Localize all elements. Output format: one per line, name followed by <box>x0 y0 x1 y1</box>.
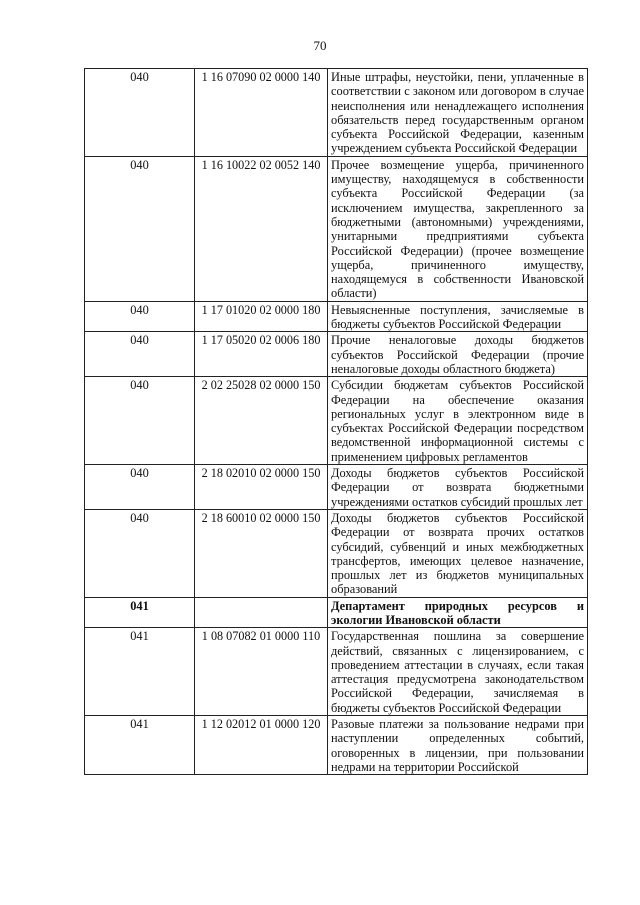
revenue-name-cell: Доходы бюджетов субъектов Российской Федерации от возврата прочих остатков субсидий, субвенций и иных межбюджетных трансфертов, имеющих целевое назначение, прошлых лет из бюджетов муниципальных образований <box>328 509 588 597</box>
table-row <box>85 301 588 332</box>
admin-code-cell: 041 <box>85 597 195 628</box>
revenue-name-cell: Доходы бюджетов субъектов Российской Федерации от возврата бюджетными учреждениями остатков субсидий прошлых лет <box>328 465 588 510</box>
budget-code-cell: 1 08 07082 01 0000 110 <box>195 628 328 716</box>
admin-code-cell: 041 <box>85 628 195 716</box>
table-row <box>85 509 588 597</box>
revenue-name-cell: Невыясненные поступления, зачисляемые в бюджеты субъектов Российской Федерации <box>328 301 588 332</box>
budget-code-cell: 1 16 07090 02 0000 140 <box>195 69 328 157</box>
admin-code-cell: 040 <box>85 465 195 510</box>
table-row <box>85 465 588 510</box>
department-name-cell: Департамент природных ресурсов и экологии Ивановской области <box>328 597 588 628</box>
table-row <box>85 628 588 716</box>
budget-code-cell: 1 16 10022 02 0052 140 <box>195 156 328 301</box>
revenue-name-cell: Разовые платежи за пользование недрами при наступлении определенных событий, оговоренных в лицензии, при пользовании недрами на территории Российской <box>328 716 588 775</box>
revenue-name-cell: Субсидии бюджетам субъектов Российской Федерации на обеспечение оказания региональных услуг в электронном виде в субъектах Российской Федерации посредством ведомственной информационной системы с применением цифровых регламентов <box>328 377 588 465</box>
admin-code-cell: 040 <box>85 69 195 157</box>
admin-code-cell: 041 <box>85 716 195 775</box>
budget-code-cell: 2 18 02010 02 0000 150 <box>195 465 328 510</box>
table-row <box>85 156 588 301</box>
table-row <box>85 69 588 157</box>
department-header-row <box>85 597 588 628</box>
revenue-name-cell: Иные штрафы, неустойки, пени, уплаченные в соответствии с законом или договором в случае неисполнения или ненадлежащего исполнения обязательств перед государственным органом субъекта Российской Федерации, казенным учреждением субъекта Российской Федерации <box>328 69 588 157</box>
revenue-name-cell: Государственная пошлина за совершение действий, связанных с лицензированием, с проведением аттестации в случаях, если такая аттестация предусмотрена законодательством Российской Федерации, зачисляемая в бюджеты субъектов Российской Федерации <box>328 628 588 716</box>
revenue-name-cell: Прочие неналоговые доходы бюджетов субъектов Российской Федерации (прочие неналоговые доходы областного бюджета) <box>328 332 588 377</box>
revenue-codes-table <box>84 68 588 775</box>
revenue-name-cell: Прочее возмещение ущерба, причиненного имуществу, находящемуся в собственности субъекта Российской Федерации (за исключением имущества, закрепленного за бюджетными (автономными) учреждениями, унитарными предприятиями субъекта Российской Федерации) (прочее возмещение ущерба, причиненного имуществу, находящемуся в собственности Ивановской области) <box>328 156 588 301</box>
page-number: 70 <box>313 38 327 53</box>
table-row <box>85 332 588 377</box>
budget-code-cell: 2 02 25028 02 0000 150 <box>195 377 328 465</box>
admin-code-cell: 040 <box>85 377 195 465</box>
budget-code-cell: 1 17 01020 02 0000 180 <box>195 301 328 332</box>
budget-code-cell <box>195 597 328 628</box>
budget-code-cell: 1 12 02012 01 0000 120 <box>195 716 328 775</box>
budget-code-cell: 2 18 60010 02 0000 150 <box>195 509 328 597</box>
admin-code-cell: 040 <box>85 301 195 332</box>
admin-code-cell: 040 <box>85 156 195 301</box>
admin-code-cell: 040 <box>85 332 195 377</box>
table-row <box>85 716 588 775</box>
budget-code-cell: 1 17 05020 02 0006 180 <box>195 332 328 377</box>
admin-code-cell: 040 <box>85 509 195 597</box>
table-row <box>85 377 588 465</box>
